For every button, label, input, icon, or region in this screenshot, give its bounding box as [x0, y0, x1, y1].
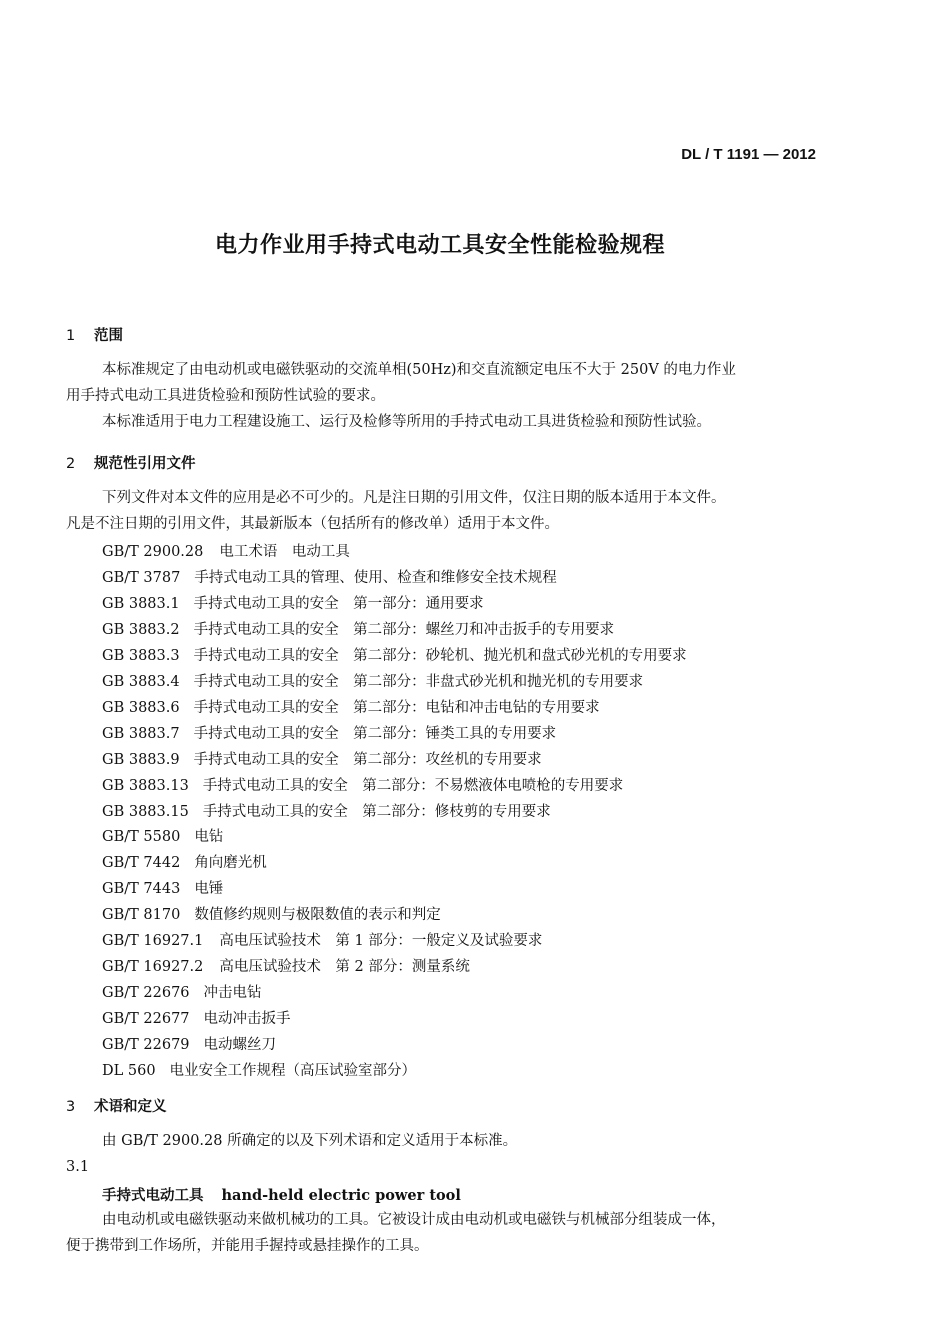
reference-item — [102, 566, 557, 587]
reference-title: 数值修约规则与极限数值的表示和判定 — [194, 907, 441, 924]
standard-code: DL / T 1191 — 2012 — [681, 146, 816, 163]
reference-code: GB 3883.2 — [102, 621, 180, 638]
reference-code: GB 3883.6 — [102, 699, 180, 716]
reference-item — [102, 618, 614, 639]
reference-code: GB/T 22677 — [102, 1011, 190, 1028]
s2-paragraph-line-1: 下列文件对本文件的应用是必不可少的。凡是注日期的引用文件，仅注日期的版本适用于本文件。 — [102, 490, 726, 506]
reference-title: 电业安全工作规程（高压试验室部分） — [169, 1063, 417, 1079]
reference-item — [102, 774, 623, 795]
section-title: 术语和定义 — [94, 1099, 167, 1115]
reference-title: 冲击电钻 — [203, 985, 262, 1002]
reference-title: 手持式电动工具的安全 第二部分：不易燃液体电喷枪的专用要求 — [202, 777, 624, 794]
reference-item — [102, 877, 223, 898]
reference-item — [102, 1033, 276, 1054]
section-number: 1 — [66, 328, 76, 344]
reference-code: GB 3883.4 — [102, 673, 180, 690]
reference-code: GB/T 22679 — [102, 1037, 190, 1054]
reference-title: 电动冲击扳手 — [203, 1011, 291, 1028]
reference-item — [102, 696, 600, 717]
term-english: hand-held electric power tool — [221, 1187, 461, 1204]
reference-title: 手持式电动工具的安全 第二部分：攻丝机的专用要求 — [193, 751, 542, 768]
reference-code: GB/T 5580 — [102, 829, 181, 846]
reference-item — [102, 670, 643, 691]
section-title: 范围 — [94, 328, 123, 344]
s1-paragraph-1-line-1: 本标准规定了由电动机或电磁铁驱动的交流单相(50Hz)和交直流额定电压不大于 250V 的电力作业 — [102, 362, 736, 378]
reference-title: 手持式电动工具的安全 第一部分：通用要求 — [193, 595, 484, 612]
reference-code: GB/T 3787 — [102, 569, 181, 586]
reference-title: 手持式电动工具的安全 第二部分：修枝剪的专用要求 — [202, 803, 551, 820]
reference-item — [102, 1007, 291, 1028]
reference-item — [102, 981, 262, 1002]
reference-item — [102, 722, 556, 743]
reference-item — [102, 644, 687, 665]
reference-item — [102, 540, 350, 561]
subsection-number: 3.1 — [66, 1159, 90, 1175]
s3-paragraph: 由 GB/T 2900.28 所确定的以及下列术语和定义适用于本标准。 — [102, 1133, 518, 1149]
term-chinese: 手持式电动工具 — [102, 1188, 204, 1204]
reference-title: 手持式电动工具的安全 第二部分：螺丝刀和冲击扳手的专用要求 — [193, 621, 615, 638]
reference-title: 手持式电动工具的安全 第二部分：锤类工具的专用要求 — [193, 725, 557, 742]
reference-code: GB 3883.1 — [102, 595, 180, 612]
reference-item — [102, 592, 484, 613]
reference-item — [102, 903, 441, 924]
reference-code: GB 3883.13 — [102, 777, 189, 794]
term-definition-line-1: 由电动机或电磁铁驱动来做机械功的工具。它被设计成由电动机或电磁铁与机械部分组装成一体， — [102, 1212, 726, 1228]
section-2-heading — [66, 452, 196, 473]
section-number: 2 — [66, 456, 76, 472]
s1-paragraph-2: 本标准适用于电力工程建设施工、运行及检修等所用的手持式电动工具进货检验和预防性试验。 — [102, 414, 711, 430]
reference-title: 电工术语 电动工具 — [219, 544, 350, 560]
reference-title: 高电压试验技术 第 1 部分：一般定义及试验要求 — [219, 933, 543, 950]
section-3-heading — [66, 1095, 167, 1116]
reference-code: GB/T 8170 — [102, 907, 181, 924]
document-title: 电力作业用手持式电动工具安全性能检验规程 — [214, 233, 665, 258]
reference-title: 手持式电动工具的管理、使用、检查和维修安全技术规程 — [194, 569, 557, 586]
section-number: 3 — [66, 1099, 76, 1115]
reference-title: 手持式电动工具的安全 第二部分：非盘式砂光机和抛光机的专用要求 — [193, 673, 644, 690]
reference-title: 手持式电动工具的安全 第二部分：砂轮机、抛光机和盘式砂光机的专用要求 — [193, 647, 687, 664]
reference-item — [102, 851, 267, 872]
term-definition-line-2: 便于携带到工作场所，并能用手握持或悬挂操作的工具。 — [66, 1238, 429, 1254]
section-title: 规范性引用文件 — [94, 456, 196, 472]
reference-title: 高电压试验技术 第 2 部分：测量系统 — [219, 959, 470, 976]
reference-code: GB 3883.15 — [102, 803, 189, 820]
reference-item — [102, 825, 223, 846]
s2-paragraph-line-2: 凡是不注日期的引用文件，其最新版本（包括所有的修改单）适用于本文件。 — [66, 516, 559, 532]
reference-item — [102, 929, 542, 950]
term-entry — [102, 1184, 461, 1205]
s1-paragraph-1-line-2: 用手持式电动工具进货检验和预防性试验的要求。 — [66, 388, 385, 404]
section-1-heading — [66, 324, 123, 345]
reference-code: GB/T 16927.1 — [102, 933, 204, 950]
reference-title: 电锤 — [194, 881, 224, 898]
reference-code: GB/T 22676 — [102, 985, 190, 1002]
reference-code: GB/T 7442 — [102, 855, 181, 872]
reference-code: GB 3883.3 — [102, 647, 180, 664]
reference-item — [102, 800, 551, 821]
reference-code: GB 3883.7 — [102, 725, 180, 742]
reference-item — [102, 1059, 416, 1080]
reference-code: GB/T 7443 — [102, 881, 181, 898]
reference-code: GB/T 16927.2 — [102, 959, 204, 976]
reference-title: 角向磨光机 — [194, 855, 267, 872]
reference-code: DL 560 — [102, 1063, 156, 1079]
reference-code: GB 3883.9 — [102, 751, 180, 768]
reference-code: GB/T 2900.28 — [102, 544, 204, 560]
reference-title: 电钻 — [194, 829, 224, 846]
reference-item — [102, 748, 542, 769]
reference-title: 手持式电动工具的安全 第二部分：电钻和冲击电钻的专用要求 — [193, 699, 600, 716]
reference-item — [102, 955, 470, 976]
reference-title: 电动螺丝刀 — [203, 1037, 277, 1054]
